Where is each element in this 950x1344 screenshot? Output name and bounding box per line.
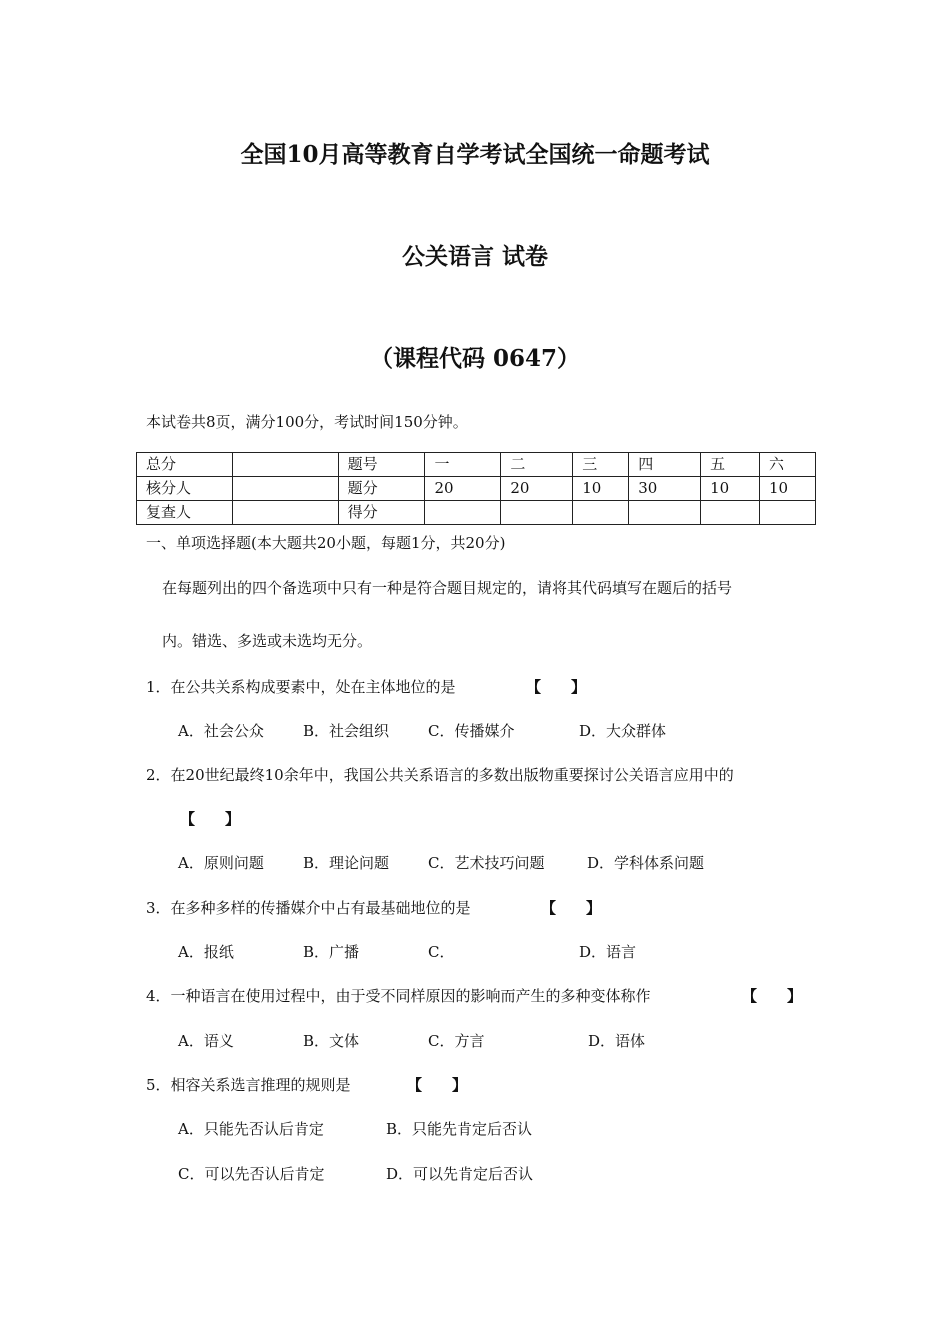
table-row — [137, 477, 816, 501]
table-cell: 10 — [760, 477, 816, 501]
answer-bracket[interactable]: 【 】 — [407, 1076, 468, 1094]
table-cell — [425, 501, 501, 525]
section-instruction-line2: 内。错选、多选或未选均无分。 — [162, 632, 373, 650]
table-cell: 一 — [425, 453, 501, 477]
table-row — [137, 501, 816, 525]
question-3-stem: 3．在多种多样的传播媒介中占有最基础地位的是 — [146, 899, 471, 917]
question-1-option-c: C．传播媒介 — [428, 722, 515, 740]
exam-intro: 本试卷共8页，满分100分，考试时间150分钟。 — [146, 413, 468, 431]
table-row — [137, 453, 816, 477]
table-cell — [629, 501, 701, 525]
subject-title: 公关语言 试卷 — [401, 243, 548, 270]
table-cell: 题分 — [338, 477, 425, 501]
table-cell: 30 — [629, 477, 701, 501]
question-5-option-b: B．只能先肯定后否认 — [386, 1120, 533, 1138]
score-table — [136, 452, 816, 525]
table-cell — [760, 501, 816, 525]
table-cell: 20 — [501, 477, 573, 501]
table-cell: 10 — [573, 477, 629, 501]
question-3-option-d: D．语言 — [579, 943, 637, 961]
question-4-option-b: B．文体 — [303, 1032, 360, 1050]
question-3-option-c: C． — [428, 943, 455, 961]
question-1-option-d: D．大众群体 — [579, 722, 667, 740]
table-cell: 二 — [501, 453, 573, 477]
question-2-option-b: B．理论问题 — [303, 854, 390, 872]
question-2-option-a: A．原则问题 — [178, 854, 264, 872]
table-cell: 复查人 — [137, 501, 233, 525]
question-1-stem: 1．在公共关系构成要素中，处在主体地位的是 — [146, 678, 456, 696]
question-5-option-d: D．可以先肯定后否认 — [386, 1165, 534, 1183]
table-cell: 10 — [701, 477, 760, 501]
table-cell: 五 — [701, 453, 760, 477]
table-cell — [232, 453, 338, 477]
question-5-option-a: A．只能先否认后肯定 — [178, 1120, 324, 1138]
table-cell: 四 — [629, 453, 701, 477]
table-cell: 三 — [573, 453, 629, 477]
question-1-option-b: B．社会组织 — [303, 722, 390, 740]
question-5-stem: 5．相容关系选言推理的规则是 — [146, 1076, 351, 1094]
question-4-option-c: C．方言 — [428, 1032, 485, 1050]
table-cell — [501, 501, 573, 525]
table-cell: 得分 — [338, 501, 425, 525]
table-cell: 20 — [425, 477, 501, 501]
question-5-option-c: C．可以先否认后肯定 — [178, 1165, 325, 1183]
question-2-option-d: D．学科体系问题 — [587, 854, 705, 872]
table-cell — [573, 501, 629, 525]
question-3-option-a: A．报纸 — [178, 943, 234, 961]
table-cell — [701, 501, 760, 525]
table-cell — [232, 477, 338, 501]
answer-bracket[interactable]: 【 】 — [526, 678, 587, 696]
table-cell: 六 — [760, 453, 816, 477]
section-heading: 一、单项选择题(本大题共20小题，每题1分，共20分) — [146, 534, 506, 552]
section-instruction-line1: 在每题列出的四个备选项中只有一种是符合题目规定的，请将其代码填写在题后的括号 — [162, 579, 733, 597]
answer-bracket[interactable]: 【 】 — [541, 899, 602, 917]
exam-title: 全国10月高等教育自学考试全国统一命题考试 — [240, 141, 710, 168]
table-cell: 总分 — [137, 453, 233, 477]
question-3-option-b: B．广播 — [303, 943, 360, 961]
table-cell: 核分人 — [137, 477, 233, 501]
question-4-stem: 4．一种语言在使用过程中，由于受不同样原因的影响而产生的多种变体称作 — [146, 987, 651, 1005]
question-1-option-a: A．社会公众 — [178, 722, 264, 740]
question-4-option-a: A．语义 — [178, 1032, 234, 1050]
question-2-stem: 2．在20世纪最终10余年中，我国公共关系语言的多数出版物重要探讨公关语言应用中的 — [146, 766, 734, 784]
question-2-option-c: C．艺术技巧问题 — [428, 854, 545, 872]
table-cell: 题号 — [338, 453, 425, 477]
answer-bracket[interactable]: 【 】 — [180, 810, 241, 828]
question-4-option-d: D．语体 — [588, 1032, 646, 1050]
table-cell — [232, 501, 338, 525]
answer-bracket[interactable]: 【 】 — [742, 987, 803, 1005]
course-code: （课程代码 0647） — [369, 345, 581, 372]
